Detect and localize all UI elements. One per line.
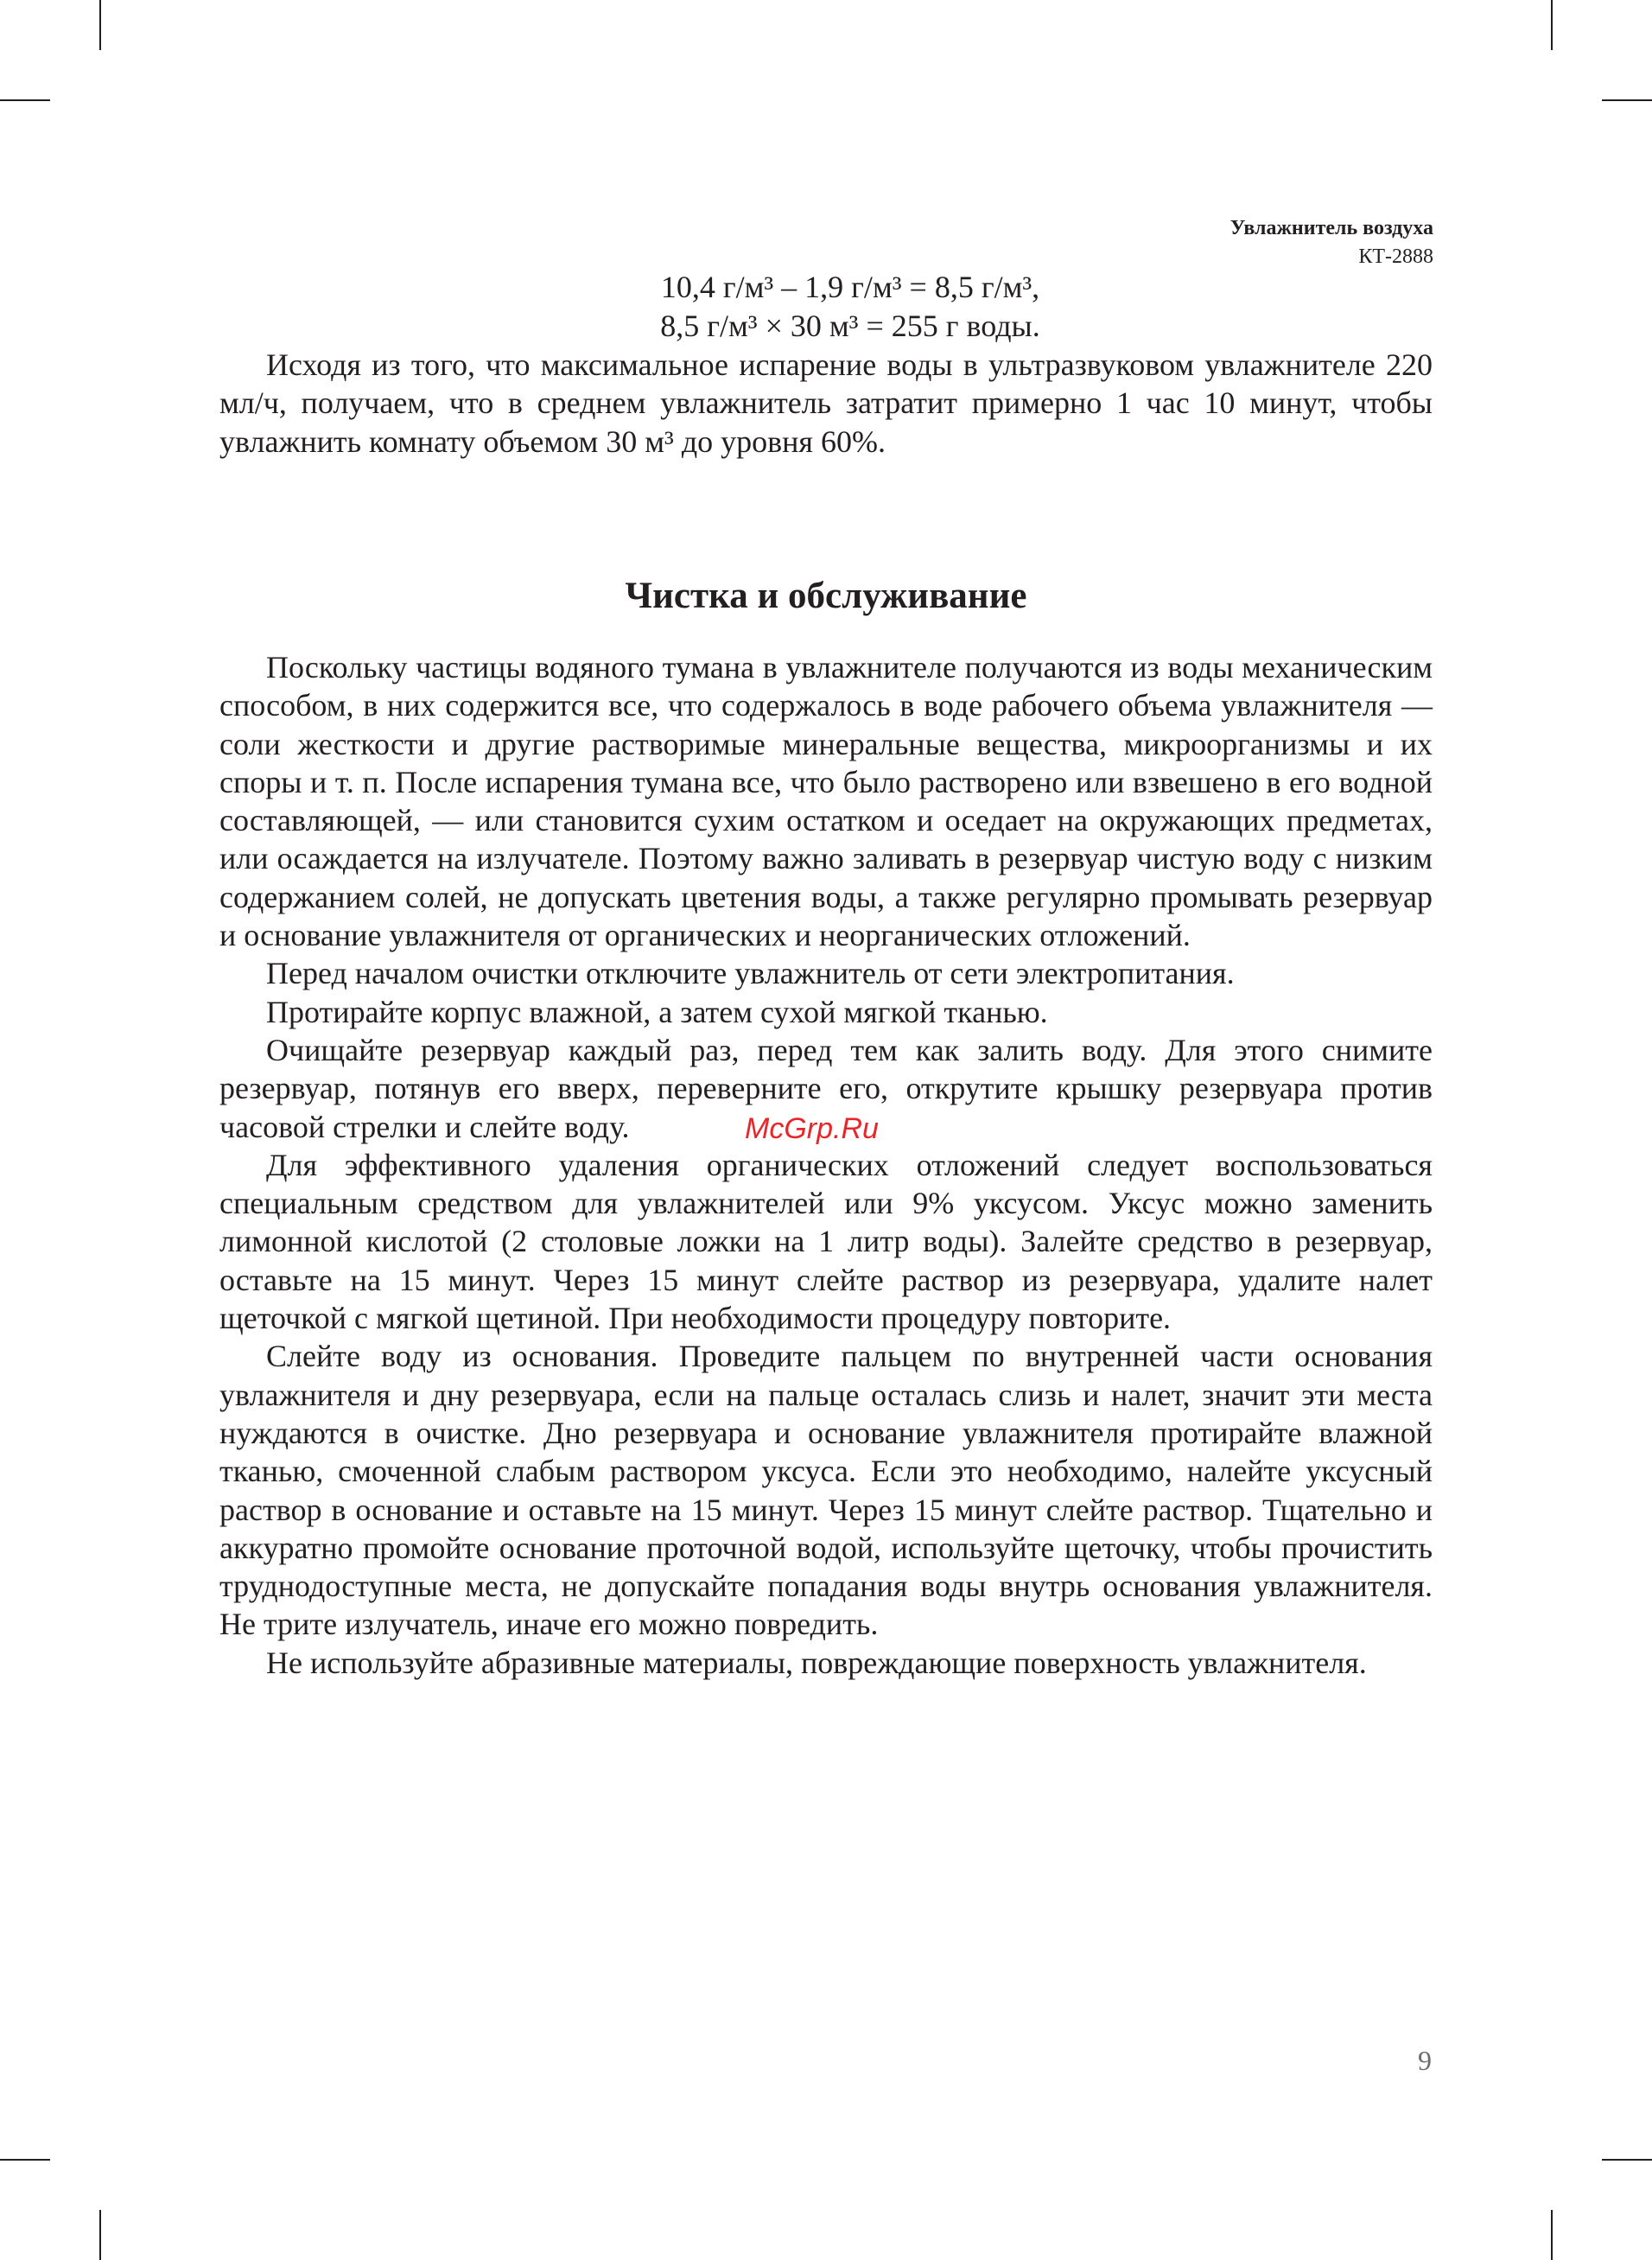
header-model: КТ-2888 bbox=[1358, 245, 1433, 268]
intro-text bbox=[219, 346, 1433, 461]
crop-mark-bottom-right-horizontal bbox=[1602, 2159, 1652, 2161]
section-title: Чистка и обслуживание bbox=[625, 576, 1027, 616]
crop-mark-top-left-horizontal bbox=[0, 99, 50, 101]
crop-mark-bottom-right bbox=[1551, 2210, 1553, 2260]
paragraph: Исходя из того, что максимальное испарение воды в ультразвуковом увлажнителе 220 мл/ч, получаем, что в среднем увлажнитель затратит примерно 1 час 10 минут, чтобы увлажнить комнату объемом 30 м³ до уровня 60%. bbox=[219, 347, 1433, 459]
crop-mark-top-left bbox=[99, 0, 101, 50]
crop-mark-bottom-left bbox=[99, 2210, 101, 2260]
paragraph: Для эффективного удаления органических отложений следует воспользоваться специальным средством для увлажнителей или 9% уксусом. Уксус можно заменить лимонной кислотой (2 столовые ложки на 1 литр воды). Залейте средство в резервуар, оставьте на 15 минут. Через 15 минут слейте раствор из резервуара, удалите налет щеточкой с мягкой щетиной. При необходимости процедуру повторите. bbox=[219, 1147, 1433, 1336]
crop-mark-top-right bbox=[1551, 0, 1553, 50]
formula-block bbox=[0, 268, 1652, 346]
crop-mark-top-right-horizontal bbox=[1602, 99, 1652, 101]
paragraph: Протирайте корпус влажной, а затем сухой мягкой тканью. bbox=[266, 994, 1048, 1029]
paragraph: Поскольку частицы водяного тумана в увлажнителе получаются из воды механическим способом, в них содержится все, что содержалось в воде рабочего объема увлажнителя — соли жесткости и другие растворимые минеральные вещества, микроорганизмы и их споры и т. п. После испарения тумана все, что было растворено или взвешено в его водной составляющей, — или становится сухим остатком и оседает на окружающих предметах, или осаждается на излучателе. Поэтому важно заливать в резервуар чистую воду с низким содержанием солей, не допускать цветения воды, а также регулярно промывать резервуар и основание увлажнителя от органических и неорганических отложений. bbox=[219, 650, 1433, 953]
section-body bbox=[219, 648, 1433, 1682]
formula-line: 10,4 г/м³ – 1,9 г/м³ = 8,5 г/м³, bbox=[660, 270, 1040, 304]
paragraph: Слейте воду из основания. Проведите пальцем по внутренней части основания увлажнителя и дну резервуара, если на пальце осталась слизь и налет, значит эти места нуждаются в очистке. Дно резервуара и основание увлажнителя протирайте влажной тканью, смоченной слабым раствором уксуса. Если это необходимо, налейте уксусный раствор в основание и оставьте на 15 минут. Через 15 минут слейте раствор. Тщательно и аккуратно промойте основание проточной водой, используйте щеточку, чтобы прочистить труднодоступные места, не допускайте попадания воды внутрь основания увлажнителя. Не трите излучатель, иначе его можно повредить. bbox=[219, 1339, 1433, 1642]
crop-mark-bottom-left-horizontal bbox=[0, 2159, 50, 2161]
watermark: McGrp.Ru bbox=[745, 1112, 879, 1145]
paragraph: Не используйте абразивные материалы, повреждающие поверхность увлажнителя. bbox=[266, 1645, 1367, 1680]
formula-line: 8,5 г/м³ × 30 м³ = 255 г воды. bbox=[660, 309, 1040, 343]
header-product: Увлажнитель воздуха bbox=[1229, 217, 1433, 239]
running-header bbox=[1230, 214, 1433, 271]
paragraph: Перед началом очистки отключите увлажнитель от сети электропитания. bbox=[266, 956, 1235, 991]
paragraph: Очищайте резервуар каждый раз, перед тем как залить воду. Для этого снимите резервуар, потянув его вверх, переверните его, открутите крышку резервуара против часовой стрелки и слейте воду. bbox=[219, 1032, 1433, 1144]
page-number: 9 bbox=[1418, 2045, 1432, 2076]
